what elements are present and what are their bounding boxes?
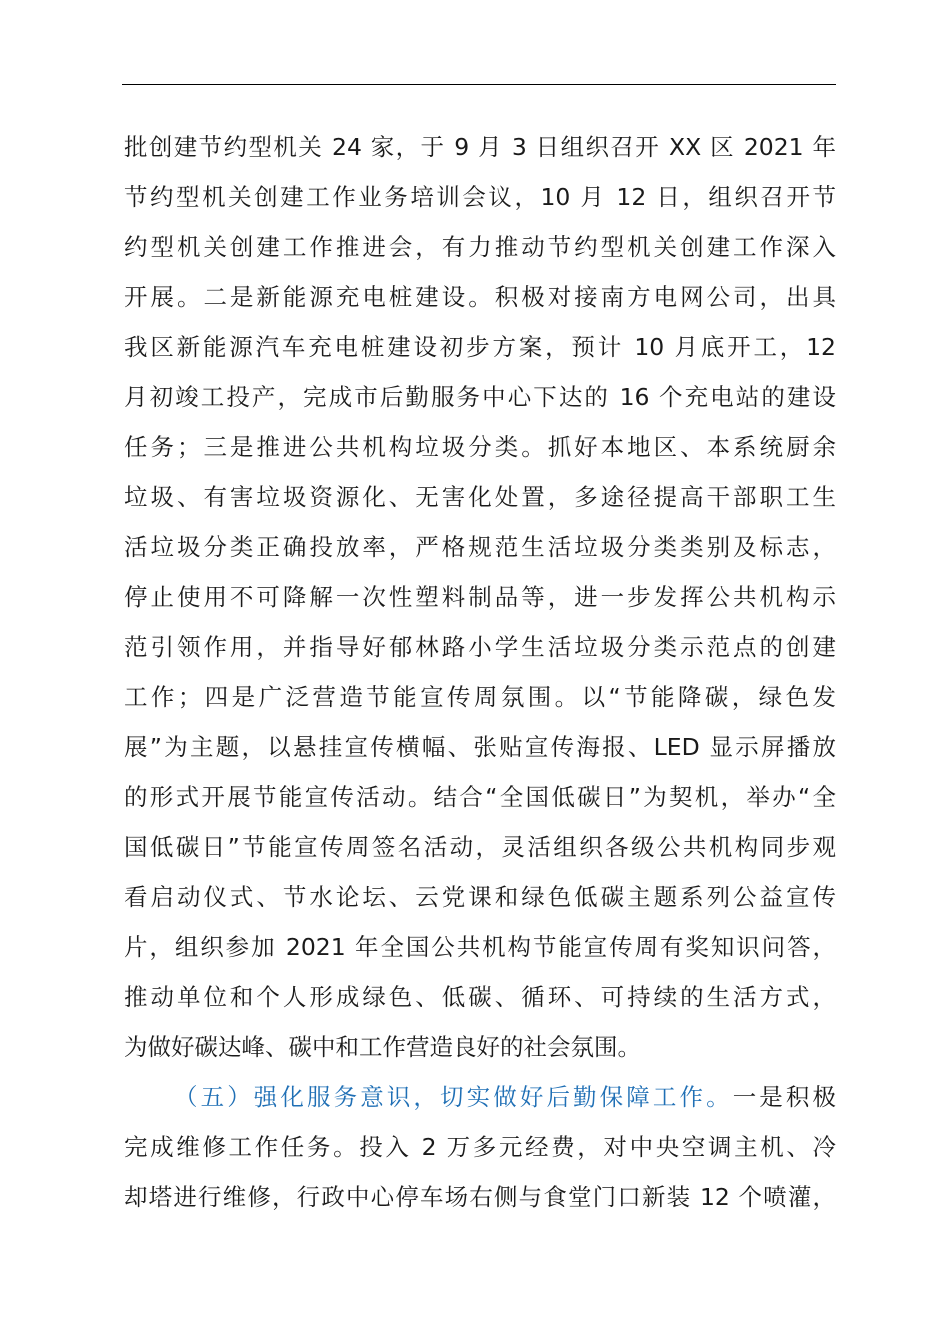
text-line: 完成维修工作任务。投入 2 万多元经费，对中央空调主机、冷	[124, 1133, 836, 1161]
text-line: 为做好碳达峰、碳中和工作营造良好的社会氛围。	[124, 1033, 641, 1061]
text-line: 却塔进行维修，行政中心停车场右侧与食堂门口新装 12 个喷灌，	[124, 1183, 836, 1211]
text-line: 垃圾、有害垃圾资源化、无害化处置，多途径提高干部职工生	[124, 483, 836, 511]
section-heading: （五）强化服务意识，切实做好后勤保障工作。	[174, 1083, 733, 1111]
text-line: 片，组织参加 2021 年全国公共机构节能宣传周有奖知识问答，	[124, 933, 836, 961]
text-line: 工作；四是广泛营造节能宣传周氛围。以“节能降碳，绿色发	[124, 683, 836, 711]
text-line: 展”为主题，以悬挂宣传横幅、张贴宣传海报、LED 显示屏播放	[124, 733, 836, 761]
heading-line-rest: 一是积极	[732, 1083, 837, 1111]
text-line: 开展。二是新能源充电桩建设。积极对接南方电网公司，出具	[124, 283, 836, 311]
text-line: 批创建节约型机关 24 家，于 9 月 3 日组织召开 XX 区 2021 年	[124, 133, 836, 161]
text-line: 推动单位和个人形成绿色、低碳、循环、可持续的生活方式，	[124, 983, 836, 1011]
text-line: 看启动仪式、节水论坛、云党课和绿色低碳主题系列公益宣传	[124, 883, 836, 911]
text-line: 我区新能源汽车充电桩建设初步方案，预计 10 月底开工，12	[124, 333, 836, 361]
text-line: 节约型机关创建工作业务培训会议，10 月 12 日，组织召开节	[124, 183, 836, 211]
text-line: 停止使用不可降解一次性塑料制品等，进一步发挥公共机构示	[124, 583, 836, 611]
text-line: 范引领作用，并指导好郁林路小学生活垃圾分类示范点的创建	[124, 633, 836, 661]
header-rule	[122, 84, 836, 85]
text-line: 的形式开展节能宣传活动。结合“全国低碳日”为契机，举办“全	[124, 783, 836, 811]
text-line: 约型机关创建工作推进会，有力推动节约型机关创建工作深入	[124, 233, 836, 261]
text-line: 月初竣工投产，完成市后勤服务中心下达的 16 个充电站的建设	[124, 383, 836, 411]
text-line: 任务；三是推进公共机构垃圾分类。抓好本地区、本系统厨余	[124, 433, 836, 461]
text-line: 国低碳日”节能宣传周签名活动，灵活组织各级公共机构同步观	[124, 833, 836, 861]
text-line: 活垃圾分类正确投放率，严格规范生活垃圾分类类别及标志，	[124, 533, 836, 561]
section-heading-line	[174, 1081, 836, 1113]
